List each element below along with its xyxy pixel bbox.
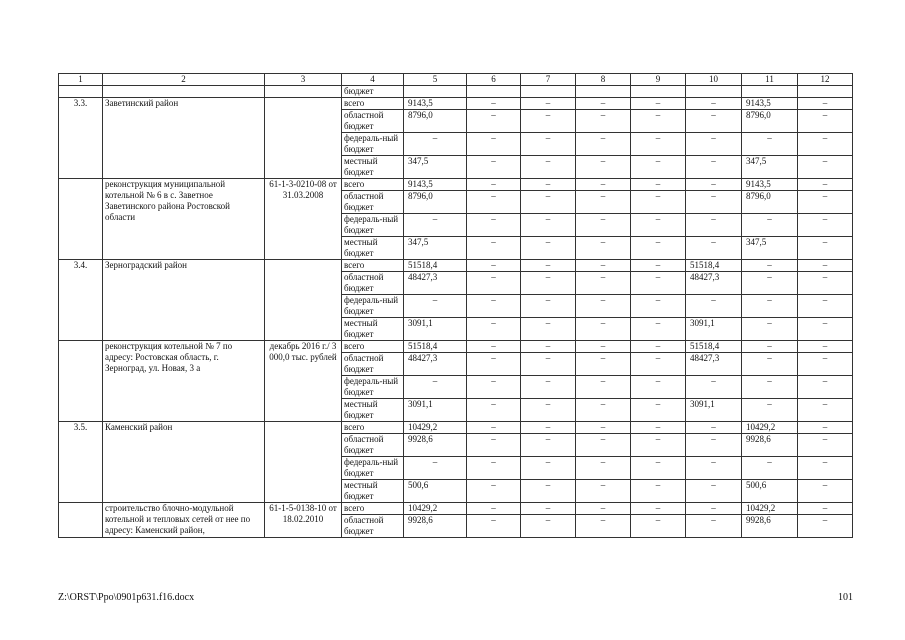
amount-cell: –	[576, 214, 631, 237]
budget-table-sheet	[58, 73, 852, 538]
amount-cell: –	[576, 318, 631, 341]
column-number-header: 11	[742, 74, 798, 86]
amount-cell: –	[742, 214, 798, 237]
amount-cell: –	[742, 457, 798, 480]
amount-cell: –	[521, 214, 576, 237]
amount-cell: –	[576, 457, 631, 480]
amount-cell: –	[576, 237, 631, 260]
table-cell	[467, 86, 521, 98]
amount-cell: 3091,1	[686, 318, 742, 341]
amount-cell: 10429,2	[742, 422, 798, 434]
funding-source-label: областной бюджет	[342, 353, 404, 376]
amount-cell: –	[686, 179, 742, 191]
amount-cell: 3091,1	[404, 399, 467, 422]
amount-cell: –	[521, 503, 576, 515]
amount-cell: –	[686, 434, 742, 457]
table-row	[59, 422, 853, 434]
funding-source-label: всего	[342, 341, 404, 353]
amount-cell: –	[467, 341, 521, 353]
amount-cell: –	[404, 214, 467, 237]
amount-cell: 9143,5	[404, 98, 467, 110]
amount-cell: –	[686, 110, 742, 133]
amount-cell: 9928,6	[742, 515, 798, 538]
column-number-header: 12	[798, 74, 853, 86]
amount-cell: –	[798, 399, 853, 422]
amount-cell: 51518,4	[686, 341, 742, 353]
amount-cell: –	[404, 295, 467, 318]
amount-cell: –	[686, 422, 742, 434]
amount-cell: –	[521, 272, 576, 295]
table-cell	[631, 86, 686, 98]
footer-file-path: Z:\ORST\Ppo\0901p631.f16.docx	[58, 592, 195, 603]
amount-cell: –	[686, 237, 742, 260]
funding-source-label: всего	[342, 98, 404, 110]
amount-cell: 347,5	[742, 237, 798, 260]
funding-source-label: местный бюджет	[342, 399, 404, 422]
amount-cell: –	[631, 422, 686, 434]
amount-cell: 500,6	[404, 480, 467, 503]
amount-cell: –	[576, 133, 631, 156]
table-row	[59, 98, 853, 110]
footer-page-number: 101	[838, 592, 853, 603]
amount-cell: 3091,1	[686, 399, 742, 422]
amount-cell: –	[686, 503, 742, 515]
amount-cell: 51518,4	[404, 341, 467, 353]
amount-cell: –	[686, 98, 742, 110]
amount-cell: –	[467, 353, 521, 376]
section-name: Заветинский район	[103, 98, 265, 179]
amount-cell: –	[798, 272, 853, 295]
table-cell	[798, 86, 853, 98]
funding-source-label: местный бюджет	[342, 480, 404, 503]
funding-source-label: федераль-ный бюджет	[342, 376, 404, 399]
amount-cell: –	[742, 341, 798, 353]
table-row	[59, 341, 853, 353]
amount-cell: –	[467, 457, 521, 480]
amount-cell: –	[798, 98, 853, 110]
table-cell	[103, 86, 265, 98]
amount-cell: –	[631, 503, 686, 515]
amount-cell: –	[576, 399, 631, 422]
amount-cell: –	[742, 399, 798, 422]
amount-cell: –	[521, 399, 576, 422]
amount-cell: –	[576, 503, 631, 515]
amount-cell: –	[631, 376, 686, 399]
amount-cell: –	[521, 318, 576, 341]
amount-cell: –	[631, 179, 686, 191]
column-number-header: 2	[103, 74, 265, 86]
table-cell	[576, 86, 631, 98]
column-number-header: 10	[686, 74, 742, 86]
section-number: 3.4.	[59, 260, 103, 341]
amount-cell: –	[742, 260, 798, 272]
amount-cell: –	[576, 376, 631, 399]
amount-cell: –	[467, 272, 521, 295]
column-number-header: 5	[404, 74, 467, 86]
amount-cell: –	[798, 318, 853, 341]
amount-cell: –	[467, 399, 521, 422]
amount-cell: –	[798, 422, 853, 434]
amount-cell: –	[521, 191, 576, 214]
amount-cell: –	[467, 214, 521, 237]
amount-cell: –	[467, 156, 521, 179]
amount-cell: 48427,3	[404, 272, 467, 295]
amount-cell: 9143,5	[742, 98, 798, 110]
amount-cell: –	[686, 376, 742, 399]
amount-cell: –	[467, 179, 521, 191]
amount-cell: –	[521, 295, 576, 318]
amount-cell: –	[742, 353, 798, 376]
amount-cell: –	[467, 376, 521, 399]
amount-cell: –	[686, 133, 742, 156]
amount-cell: 10429,2	[404, 422, 467, 434]
amount-cell: –	[631, 341, 686, 353]
amount-cell: –	[576, 341, 631, 353]
amount-cell: –	[576, 191, 631, 214]
funding-source-label: всего	[342, 422, 404, 434]
amount-cell: –	[686, 515, 742, 538]
amount-cell: –	[576, 110, 631, 133]
amount-cell: –	[798, 179, 853, 191]
section-name: реконструкция котельной № 7 по адресу: Ростовская область, г. Зерноград, ул. Новая, 3 а	[103, 341, 265, 422]
amount-cell: –	[631, 480, 686, 503]
amount-cell: –	[631, 237, 686, 260]
amount-cell: –	[467, 318, 521, 341]
amount-cell: 347,5	[404, 237, 467, 260]
amount-cell: –	[798, 260, 853, 272]
table-row	[59, 503, 853, 515]
document-reference	[265, 422, 342, 503]
funding-source-label: федераль-ный бюджет	[342, 457, 404, 480]
amount-cell: –	[798, 110, 853, 133]
amount-cell: 9143,5	[404, 179, 467, 191]
amount-cell: –	[467, 434, 521, 457]
amount-cell: 51518,4	[686, 260, 742, 272]
amount-cell: 3091,1	[404, 318, 467, 341]
amount-cell: –	[742, 133, 798, 156]
funding-source-label: местный бюджет	[342, 318, 404, 341]
amount-cell: –	[631, 110, 686, 133]
amount-cell: –	[576, 515, 631, 538]
amount-cell: –	[798, 133, 853, 156]
funding-source-label: всего	[342, 179, 404, 191]
amount-cell: –	[467, 515, 521, 538]
amount-cell: –	[686, 156, 742, 179]
amount-cell: –	[631, 98, 686, 110]
amount-cell: –	[742, 376, 798, 399]
amount-cell: 9928,6	[742, 434, 798, 457]
table-row	[59, 260, 853, 272]
table-cell	[59, 86, 103, 98]
table-cell	[742, 86, 798, 98]
amount-cell: 10429,2	[742, 503, 798, 515]
section-number: 3.3.	[59, 98, 103, 179]
funding-source-label: всего	[342, 503, 404, 515]
amount-cell: 9143,5	[742, 179, 798, 191]
amount-cell: 9928,6	[404, 515, 467, 538]
amount-cell: –	[798, 515, 853, 538]
amount-cell: –	[798, 480, 853, 503]
funding-source-label: федераль-ный бюджет	[342, 133, 404, 156]
amount-cell: –	[576, 422, 631, 434]
amount-cell: –	[467, 110, 521, 133]
amount-cell: –	[404, 133, 467, 156]
amount-cell: –	[521, 341, 576, 353]
amount-cell: –	[798, 457, 853, 480]
amount-cell: –	[467, 480, 521, 503]
section-number	[59, 503, 103, 538]
amount-cell: –	[798, 237, 853, 260]
amount-cell: –	[631, 457, 686, 480]
amount-cell: –	[798, 214, 853, 237]
amount-cell: 500,6	[742, 480, 798, 503]
amount-cell: 9928,6	[404, 434, 467, 457]
amount-cell: –	[631, 214, 686, 237]
amount-cell: –	[521, 480, 576, 503]
amount-cell: –	[521, 434, 576, 457]
amount-cell: –	[631, 434, 686, 457]
section-name: строительство блочно-модульной котельной и тепловых сетей от нее по адресу: Каменский район,	[103, 503, 265, 538]
amount-cell: –	[576, 434, 631, 457]
section-name: реконструкция муниципальной котельной № 6 в с. Заветное Заветинского района Ростовской области	[103, 179, 265, 260]
amount-cell: –	[742, 318, 798, 341]
funding-source-label: федераль-ный бюджет	[342, 214, 404, 237]
funding-source-label: областной бюджет	[342, 515, 404, 538]
amount-cell: 8796,0	[404, 191, 467, 214]
amount-cell: –	[686, 480, 742, 503]
amount-cell: –	[521, 110, 576, 133]
funding-source-label: областной бюджет	[342, 272, 404, 295]
amount-cell: –	[467, 295, 521, 318]
amount-cell: –	[576, 260, 631, 272]
table-row	[59, 86, 853, 98]
column-number-header: 9	[631, 74, 686, 86]
amount-cell: –	[521, 457, 576, 480]
amount-cell: –	[521, 515, 576, 538]
document-reference	[265, 260, 342, 341]
amount-cell: –	[521, 237, 576, 260]
amount-cell: –	[631, 260, 686, 272]
amount-cell: –	[576, 179, 631, 191]
amount-cell: –	[631, 318, 686, 341]
amount-cell: 8796,0	[404, 110, 467, 133]
amount-cell: –	[521, 376, 576, 399]
section-number	[59, 179, 103, 260]
table-cell	[686, 86, 742, 98]
section-name: Зерноградский район	[103, 260, 265, 341]
funding-source-label: областной бюджет	[342, 110, 404, 133]
amount-cell: 8796,0	[742, 191, 798, 214]
amount-cell: –	[467, 98, 521, 110]
amount-cell: 48427,3	[686, 272, 742, 295]
amount-cell: –	[798, 376, 853, 399]
amount-cell: –	[576, 98, 631, 110]
amount-cell: –	[742, 295, 798, 318]
amount-cell: –	[521, 179, 576, 191]
amount-cell: –	[686, 191, 742, 214]
amount-cell: –	[686, 295, 742, 318]
amount-cell: –	[576, 353, 631, 376]
amount-cell: –	[404, 457, 467, 480]
funding-source-label: областной бюджет	[342, 191, 404, 214]
amount-cell: –	[631, 191, 686, 214]
section-number: 3.5.	[59, 422, 103, 503]
amount-cell: –	[798, 434, 853, 457]
amount-cell: 10429,2	[404, 503, 467, 515]
amount-cell: –	[521, 133, 576, 156]
amount-cell: 48427,3	[686, 353, 742, 376]
amount-cell: –	[798, 353, 853, 376]
table-cell	[521, 86, 576, 98]
amount-cell: 347,5	[742, 156, 798, 179]
section-number	[59, 341, 103, 422]
amount-cell: 347,5	[404, 156, 467, 179]
column-number-header: 6	[467, 74, 521, 86]
amount-cell: –	[631, 399, 686, 422]
section-name: Каменский район	[103, 422, 265, 503]
amount-cell: –	[798, 156, 853, 179]
funding-source-label: местный бюджет	[342, 156, 404, 179]
amount-cell: –	[467, 237, 521, 260]
column-number-header: 3	[265, 74, 342, 86]
amount-cell: –	[798, 295, 853, 318]
amount-cell: –	[631, 156, 686, 179]
funding-source-label: федераль-ный бюджет	[342, 295, 404, 318]
table-cell	[404, 86, 467, 98]
table-row	[59, 179, 853, 191]
amount-cell: –	[631, 272, 686, 295]
amount-cell: –	[576, 480, 631, 503]
funding-source-label: местный бюджет	[342, 237, 404, 260]
amount-cell: –	[404, 376, 467, 399]
amount-cell: 51518,4	[404, 260, 467, 272]
column-number-header: 7	[521, 74, 576, 86]
amount-cell: –	[521, 98, 576, 110]
amount-cell: –	[521, 260, 576, 272]
budget-table	[58, 73, 853, 538]
amount-cell: –	[467, 133, 521, 156]
amount-cell: –	[798, 503, 853, 515]
funding-source-label: областной бюджет	[342, 434, 404, 457]
amount-cell: 48427,3	[404, 353, 467, 376]
amount-cell: –	[467, 503, 521, 515]
amount-cell: –	[576, 295, 631, 318]
table-header-row	[59, 74, 853, 86]
table-cell: бюджет	[342, 86, 404, 98]
amount-cell: –	[467, 260, 521, 272]
amount-cell: –	[631, 133, 686, 156]
document-reference	[265, 98, 342, 179]
amount-cell: –	[467, 422, 521, 434]
column-number-header: 1	[59, 74, 103, 86]
amount-cell: –	[521, 422, 576, 434]
funding-source-label: всего	[342, 260, 404, 272]
document-reference: декабрь 2016 г./ 3 000,0 тыс. рублей	[265, 341, 342, 422]
amount-cell: –	[521, 353, 576, 376]
document-reference: 61-1-5-0138-10 от 18.02.2010	[265, 503, 342, 538]
amount-cell: –	[798, 191, 853, 214]
amount-cell: –	[576, 156, 631, 179]
amount-cell: –	[742, 272, 798, 295]
column-number-header: 4	[342, 74, 404, 86]
amount-cell: –	[521, 156, 576, 179]
amount-cell: –	[631, 295, 686, 318]
amount-cell: –	[798, 341, 853, 353]
document-reference: 61-1-3-0210-08 от 31.03.2008	[265, 179, 342, 260]
amount-cell: –	[467, 191, 521, 214]
amount-cell: –	[686, 214, 742, 237]
table-cell	[265, 86, 342, 98]
amount-cell: –	[631, 353, 686, 376]
amount-cell: 8796,0	[742, 110, 798, 133]
amount-cell: –	[631, 515, 686, 538]
amount-cell: –	[576, 272, 631, 295]
amount-cell: –	[686, 457, 742, 480]
column-number-header: 8	[576, 74, 631, 86]
